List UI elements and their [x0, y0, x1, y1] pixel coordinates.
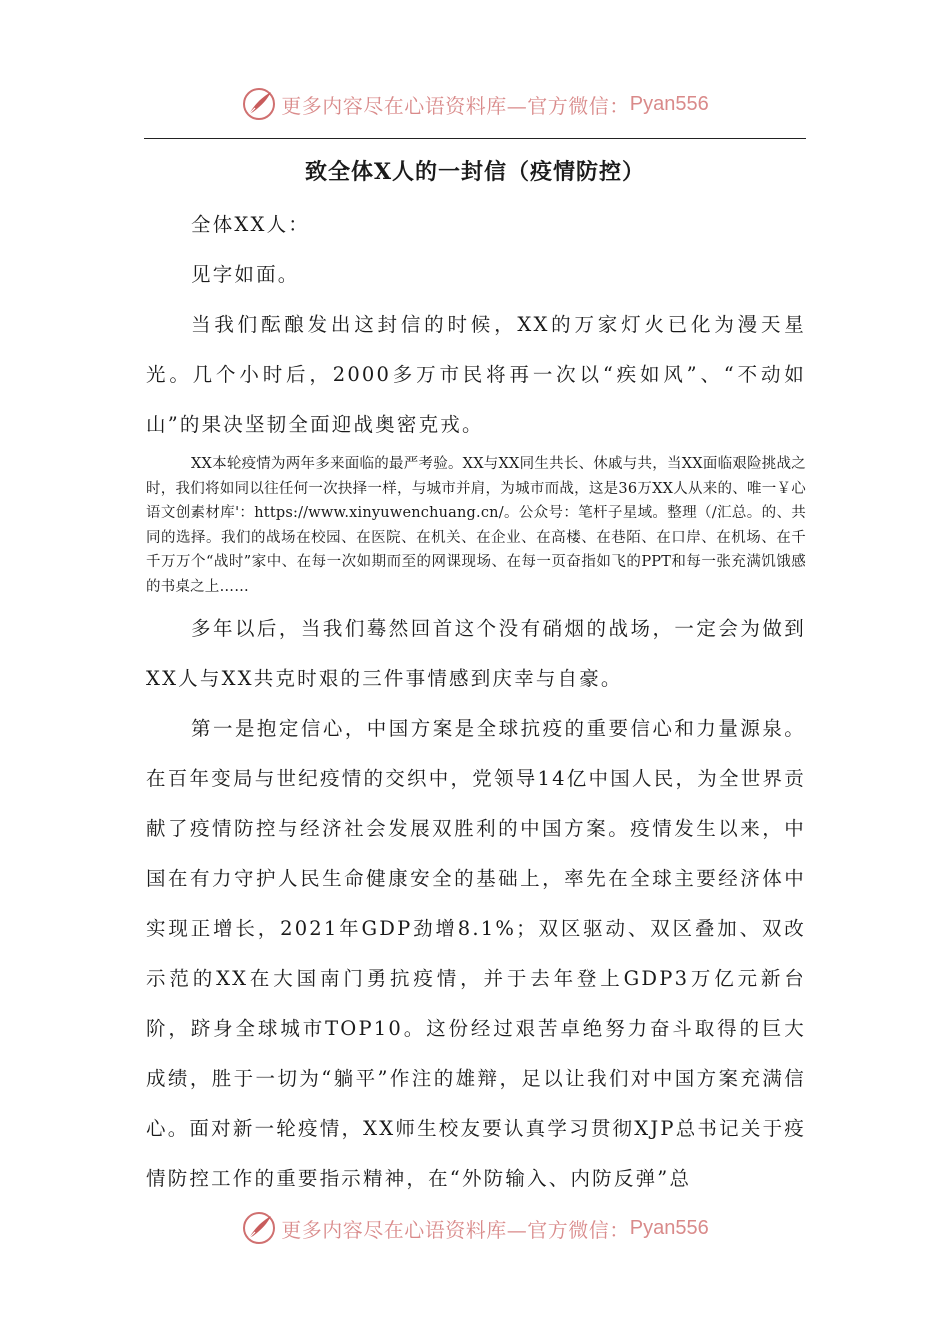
document-title: 致全体X人的一封信（疫情防控）	[304, 159, 646, 185]
banner-wechat-id: Pyan556	[629, 1216, 709, 1239]
paragraph-3: 多年以后，当我们蓦然回首这个没有硝烟的战场，一定会为做到XX人与XX共克时艰的三件事情感到庆幸与自豪。	[146, 616, 806, 690]
header-divider	[144, 138, 806, 139]
quill-logo-icon	[241, 86, 277, 122]
letter-body	[146, 200, 806, 1204]
quill-logo-icon	[241, 1210, 277, 1246]
paragraph-4: 第一是抱定信心，中国方案是全球抗疫的重要信心和力量源泉。在百年变局与世纪疫情的交织中，党领导14亿中国人民，为全世界贡献了疫情防控与经济社会发展双胜利的中国方案。疫情发生以来，中国在有力守护人民生命健康安全的基础上，率先在全球主要经济体中实现正增长，2021年GDP劲增8.1%；双区驱动、双区叠加、双改示范的XX在大国南门勇抗疫情，并于去年登上GDP3万亿元新台阶，跻身全球城市TOP10。这份经过艰苦卓绝努力奋斗取得的巨大成绩，胜于一切为“躺平”作注的雄辩，足以让我们对中国方案充满信心。面对新一轮疫情，XX师生校友要认真学习贯彻XJP总书记关于疫情防控工作的重要指示精神，在“外防输入、内防反弹”总	[146, 716, 806, 1190]
paragraph-2-small: XX本轮疫情为两年多来面临的最严考验。XX与XX同生共长、休戚与共，当XX面临艰险挑战之时，我们将如同以往任何一次抉择一样，与城市并肩，为城市而战，这是36万XX人从来的、唯一￥心语文创素材库'：https://www.xinyuwenchuang.cn/。公众号：笔杆子星域。整理（/汇总。的、共同的选择。我们的战场在校园、在医院、在机关、在企业、在高楼、在巷陌、在口岸、在机场、在千千万万个“战时”家中、在每一次如期而至的网课现场、在每一页奋指如飞的PPT和每一张充满饥饿感的书桌之上……	[146, 456, 806, 595]
header-watermark-banner	[0, 80, 950, 128]
banner-text: 更多内容尽在心语资料库—官方微信：	[281, 1217, 630, 1242]
greeting: 见字如面。	[191, 263, 300, 286]
salutation: 全体XX人：	[191, 213, 310, 236]
banner-text: 更多内容尽在心语资料库—官方微信：	[281, 93, 630, 118]
paragraph-1: 当我们酝酿发出这封信的时候，XX的万家灯火已化为漫天星光。几个小时后，2000多万市民将再一次以“疾如风”、“不动如山”的果决坚韧全面迎战奥密克戎。	[146, 313, 806, 436]
banner-wechat-id: Pyan556	[629, 92, 709, 115]
footer-watermark-banner	[0, 1204, 950, 1252]
